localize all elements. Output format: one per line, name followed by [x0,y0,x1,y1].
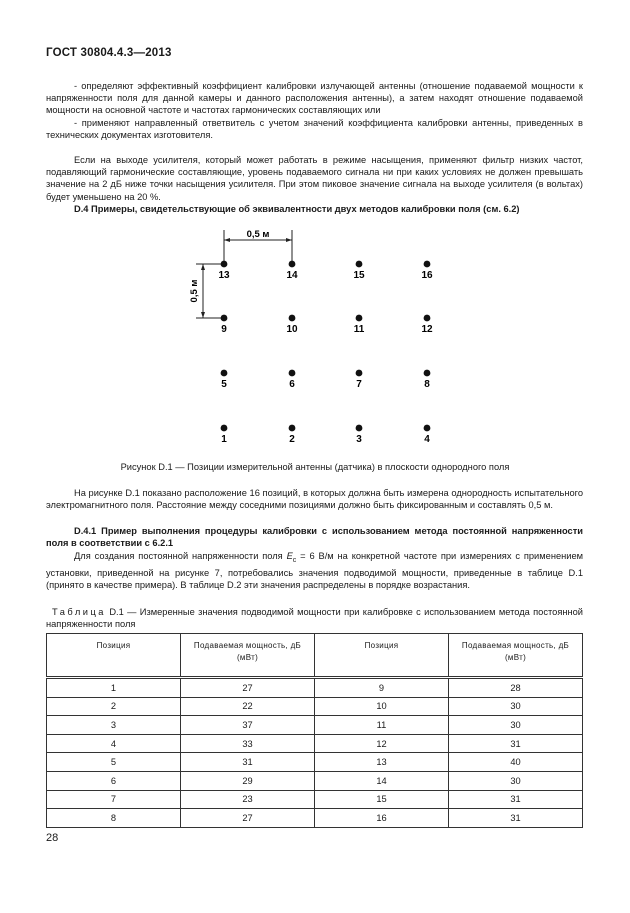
position-label: 1 [221,434,227,445]
position-label: 13 [218,270,230,281]
position-grid [218,261,433,445]
table-cell: 14 [315,771,449,790]
position-dot [424,425,431,432]
table-cell: 1 [47,678,181,698]
position-dot [424,261,431,268]
table-cell: 16 [315,809,449,828]
section-d41-text [46,550,583,591]
table-cell: 28 [449,678,583,698]
position-dot [424,315,431,322]
table-caption-rest: D.1 — Измеренные значения подводимой мощности при калибровке с использованием метода постоянной напряженности поля [46,607,583,630]
page-number: 28 [46,832,59,844]
table-cell: 29 [181,771,315,790]
table-cell: 23 [181,790,315,809]
dim-label-horizontal: 0,5 м [246,229,270,240]
table-row [47,753,583,772]
table-cell: 13 [315,753,449,772]
position-label: 12 [421,324,433,335]
header-position-2: Позиция [315,634,449,678]
header-position-1: Позиция [47,634,181,678]
dim-arrow-left [224,238,230,242]
table-cell: 30 [449,697,583,716]
paragraph-1: - определяют эффективный коэффициент калибровки излучающей антенны (отношение подаваемой мощности к напряженности поля для данной камеры и данного расположения антенны), а затем находят отношение подаваемой мощности на основной частоте и частотах гармонических составляющих или [46,81,583,116]
field-symbol-subscript: c [292,556,297,564]
table-cell: 6 [47,771,181,790]
position-dot [289,315,296,322]
field-symbol: E [286,551,293,561]
table-cell: 37 [181,716,315,735]
position-label: 15 [353,270,365,281]
table-cell: 7 [47,790,181,809]
table-cell: 40 [449,753,583,772]
paragraph-after-figure: На рисунке D.1 показано расположение 16 позиций, в которых должна быть измерена однородность испытательного электромагнитного поля. Расстояние между соседними позициями должно быть фиксированным и составлять 0,5 м. [46,488,583,511]
section-d4-heading: D.4 Примеры, свидетельствующие об эквивалентности двух методов калибровки поля (см. 6.2) [74,204,520,214]
dim-label-vertical: 0,5 м [189,279,200,303]
position-label: 5 [221,379,227,390]
table-row [47,734,583,753]
table-row [47,771,583,790]
table-cell: 2 [47,697,181,716]
table-cell: 3 [47,716,181,735]
position-label: 6 [289,379,295,390]
position-dot [221,261,228,268]
table-cell: 12 [315,734,449,753]
dim-arrow-bottom [201,312,205,318]
position-dot [221,370,228,377]
table-row [47,790,583,809]
table-cell: 10 [315,697,449,716]
position-label: 4 [424,434,430,445]
position-dot [424,370,431,377]
section-d41-text-after: = 6 В/м на конкретной частоте при измерениях с применением установки, приведенной на рисунке 7, потребовались значения подводимой мощности, приведенные в таблице D.1 (принято в качестве примера). В таблице D.2 эти значения распределены в порядке возрастания. [46,551,584,591]
table-cell: 5 [47,753,181,772]
position-label: 14 [286,270,298,281]
position-label: 3 [356,434,362,445]
table-caption-prefix: Таблица [52,607,106,617]
table-header-row [47,634,583,678]
position-dot [221,315,228,322]
table-cell: 22 [181,697,315,716]
table-cell: 30 [449,771,583,790]
section-d41-heading: D.4.1 Пример выполнения процедуры калибровки с использованием метода постоянной напряженности поля в соответствии с 6.2.1 [46,526,583,549]
paragraph-2: - применяют направленный ответвитель с учетом значений коэффициента калибровки антенны, приведенных в технических документах изготовителя. [46,118,583,141]
position-label: 11 [353,324,365,335]
table-cell: 9 [315,678,449,698]
figure-caption: Рисунок D.1 — Позиции измерительной антенны (датчика) в плоскости однородного поля [120,462,510,472]
position-label: 8 [424,379,430,390]
table-cell: 27 [181,809,315,828]
position-dot [289,370,296,377]
header-power-2: Подаваемая мощность, дБ (мВт) [449,634,583,678]
position-label: 10 [286,324,298,335]
position-dot [289,425,296,432]
dim-arrow-right [286,238,292,242]
position-label: 2 [289,434,295,445]
table-caption [46,606,583,630]
position-label: 7 [356,379,362,390]
table-cell: 11 [315,716,449,735]
table-row [47,809,583,828]
dim-arrow-top [201,264,205,270]
table-cell: 31 [449,809,583,828]
position-dot [356,425,363,432]
table-cell: 8 [47,809,181,828]
position-dot [289,261,296,268]
table-cell: 27 [181,678,315,698]
table-cell: 31 [449,790,583,809]
table-cell: 15 [315,790,449,809]
position-label: 16 [421,270,433,281]
table-row [47,716,583,735]
position-dot [356,370,363,377]
table-cell: 33 [181,734,315,753]
table-row [47,697,583,716]
position-dot [221,425,228,432]
table-row [47,678,583,698]
table-d1 [46,633,583,828]
table-cell: 30 [449,716,583,735]
section-d41-text-before: Для создания постоянной напряженности поля [74,551,283,561]
document-header: ГОСТ 30804.4.3—2013 [46,47,172,59]
position-dot [356,315,363,322]
position-label: 9 [221,324,227,335]
table-cell: 4 [47,734,181,753]
position-dot [356,261,363,268]
table-cell: 31 [449,734,583,753]
table-cell: 31 [181,753,315,772]
paragraph-3: Если на выходе усилителя, который может работать в режиме насыщения, применяют фильтр низких частот, подавляющий гармонические составляющие, уровень подаваемого сигнала ни при каких условиях не должен превышать значение на 2 дБ ниже точки насыщения усилителя. При этом пиковое значение сигнала на выходе усилителя (в вольтах) будет уменьшено на 20 %. [46,155,583,202]
header-power-1: Подаваемая мощность, дБ (мВт) [181,634,315,678]
